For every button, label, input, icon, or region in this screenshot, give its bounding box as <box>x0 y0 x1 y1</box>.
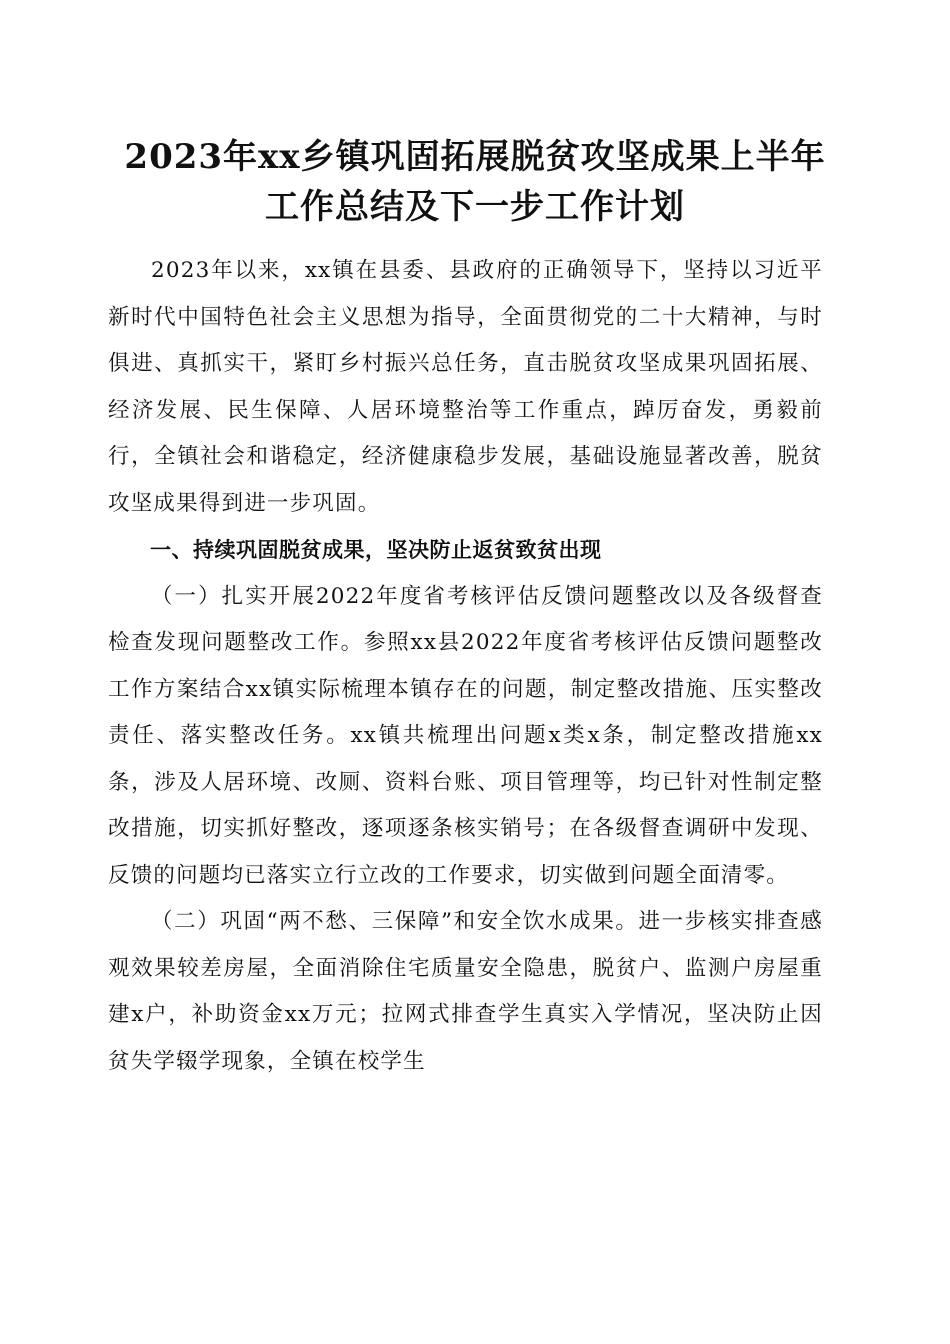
paragraph-1 <box>108 574 823 900</box>
document-title-line-1: 2023年xx乡镇巩固拓展脱贫攻坚成果上半年 <box>124 137 826 177</box>
document-title <box>90 132 860 232</box>
intro-paragraph: 2023年以来，xx镇在县委、县政府的正确领导下，坚持以习近平新时代中国特色社会主义思想为指导，全面贯彻党的二十大精神，与时俱进、真抓实干，紧盯乡村振兴总任务，直击脱贫攻坚成果巩固拓展、经济发展、民生保障、人居环境整治等工作重点，踔厉奋发，勇毅前行，全镇社会和谐稳定，经济健康稳步发展，基础设施显著改善，脱贫攻坚成果得到进一步巩固。 <box>108 258 823 516</box>
paragraph-2-body: 进一步核实排查感观效果较差房屋，全面消除住宅质量安全隐患，脱贫户、监测户房屋重建x户，补助资金xx万元；拉网式排查学生真实入学情况，坚决防止因贫失学辍学现象，全镇在校学生 <box>108 909 823 1074</box>
document-body <box>108 248 823 1085</box>
document-title-line-2: 工作总结及下一步工作计划 <box>265 187 685 227</box>
paragraph-1-body: 参照xx县2022年度省考核评估反馈问题整改工作方案结合xx镇实际梳理本镇存在的问题，制定整改措施、压实整改责任、落实整改任务。xx镇共梳理出问题x类x条，制定整改措施xx条，涉及人居环境、改厕、资料台账、项目管理等，均已针对性制定整改措施，切实抓好整改，逐项逐条核实销号；在各级督查调研中发现、反馈的问题均已落实立行立改的工作要求，切实做到问题全面清零。 <box>108 630 824 888</box>
paragraph-2 <box>108 899 823 1085</box>
section-1-heading: 一、持续巩固脱贫成果，坚决防止返贫致贫出现 <box>150 538 602 562</box>
paragraph-1-lead: （一）扎实开展2022年度省考核评估反馈问题整改以及各级督查检查发现问题整改工作。 <box>108 583 823 655</box>
paragraph-2-lead: （二）巩固“两不愁、三保障”和安全饮水成果。 <box>151 909 639 934</box>
